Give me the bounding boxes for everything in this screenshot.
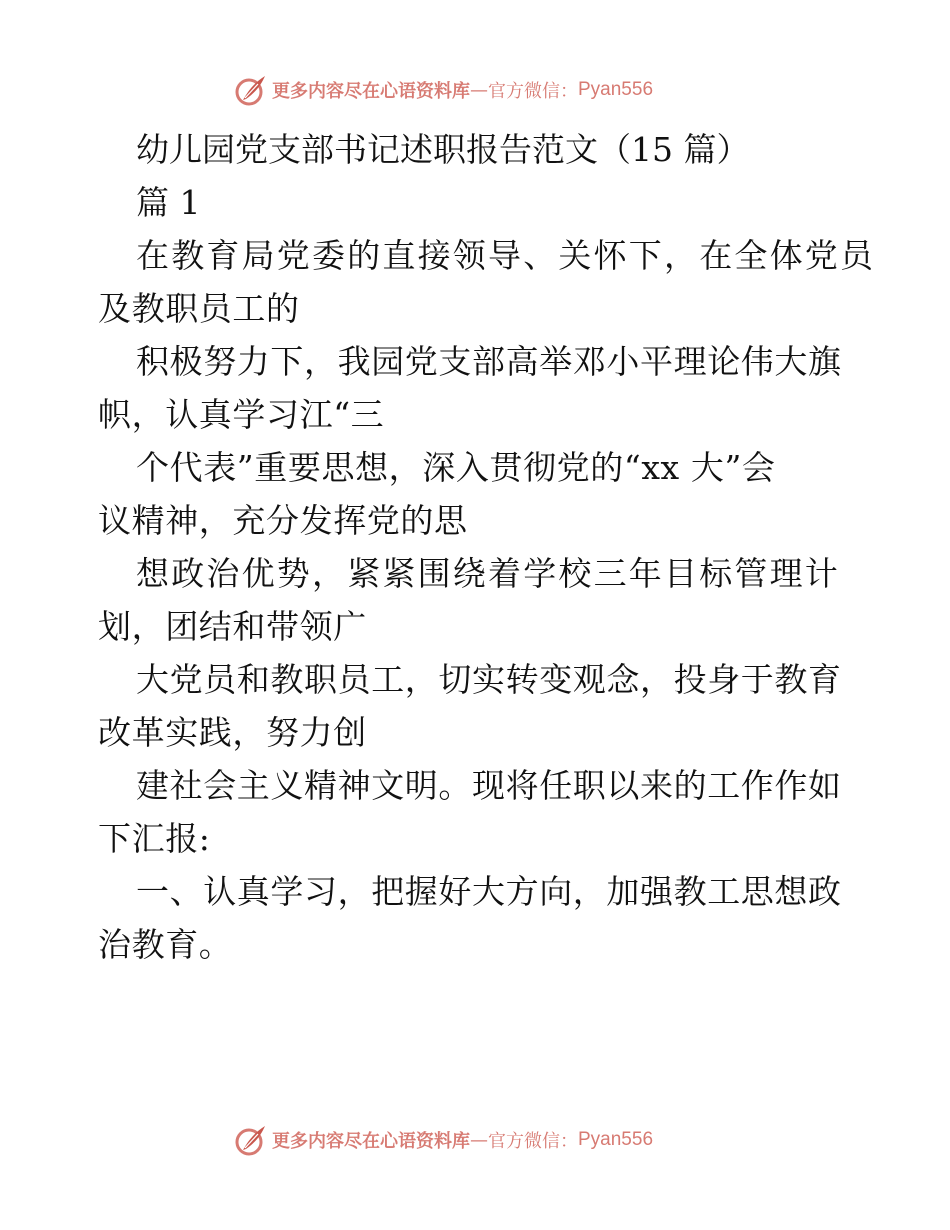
paragraph-line: 治教育。 xyxy=(98,925,233,964)
paragraph-line: 一、认真学习，把握好大方向，加强教工思想政 xyxy=(136,872,842,911)
document-title: 幼儿园党支部书记述职报告范文（15 篇） xyxy=(136,130,750,169)
watermark-separator: — xyxy=(470,79,488,101)
watermark-separator: — xyxy=(470,1129,488,1151)
footer-watermark xyxy=(234,1122,734,1158)
paragraph-line: 改革实践，努力创 xyxy=(98,713,367,752)
paragraph-line: 划，团结和带领广 xyxy=(98,607,367,646)
paragraph-line: 议精神，充分发挥党的思 xyxy=(98,501,468,540)
watermark-contact-id: Pyan556 xyxy=(578,1129,654,1150)
document-body xyxy=(98,123,876,971)
paragraph-line: 在教育局党委的直接领导、关怀下，在全体党员 xyxy=(136,236,876,275)
paragraph-line: 积极努力下，我园党支部高举邓小平理论伟大旗 xyxy=(136,342,842,381)
paragraph-line: 建社会主义精神文明。现将任职以来的工作作如 xyxy=(136,766,842,805)
paragraph-line: 个代表”重要思想，深入贯彻党的“xx 大”会 xyxy=(136,448,776,487)
feather-pen-circle-icon xyxy=(234,73,268,107)
watermark-brand: 更多内容尽在心语资料库 xyxy=(272,81,470,102)
watermark-brand: 更多内容尽在心语资料库 xyxy=(272,1131,470,1152)
paragraph-line: 下汇报: xyxy=(98,819,211,858)
paragraph-line: 帜，认真学习江“三 xyxy=(98,395,385,434)
header-watermark xyxy=(234,72,734,108)
watermark-contact-id: Pyan556 xyxy=(578,79,654,100)
paragraph-line: 大党员和教职员工，切实转变观念，投身于教育 xyxy=(136,660,842,699)
watermark-contact-label: 官方微信： xyxy=(488,1131,578,1152)
feather-pen-circle-icon xyxy=(234,1123,268,1157)
paragraph-line: 及教职员工的 xyxy=(98,289,300,328)
section-heading: 篇 1 xyxy=(136,183,201,222)
paragraph-line: 想政治优势，紧紧围绕着学校三年目标管理计 xyxy=(136,554,840,593)
watermark-contact-label: 官方微信： xyxy=(488,81,578,102)
